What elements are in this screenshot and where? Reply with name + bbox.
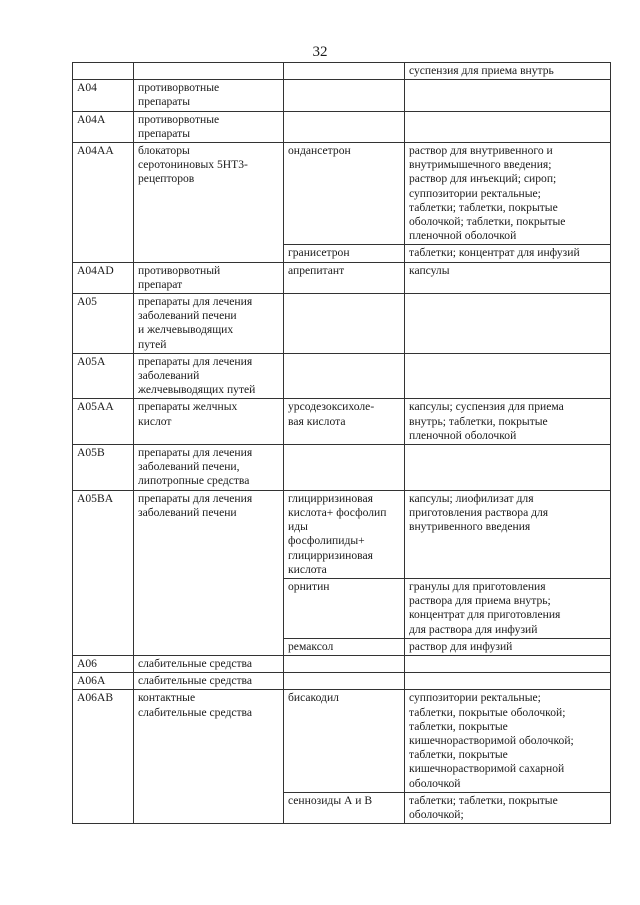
- table-row: [73, 673, 611, 690]
- atc-code-cell: A05AA: [73, 399, 134, 445]
- table-row: [73, 262, 611, 293]
- dosage-forms-cell: [405, 111, 611, 142]
- inn-cell: апрепитант: [284, 262, 405, 293]
- group-name-cell: препараты для лечения заболеваний печени и желчевыводящих путей: [134, 294, 284, 354]
- page-number: 32: [312, 44, 328, 60]
- table-row: [73, 690, 611, 792]
- inn-cell: сеннозиды А и В: [284, 792, 405, 823]
- dosage-forms-cell: [405, 80, 611, 111]
- inn-cell: ремаксол: [284, 638, 405, 655]
- inn-cell: орнитин: [284, 578, 405, 638]
- inn-cell: [284, 673, 405, 690]
- dosage-forms-cell: суспензия для приема внутрь: [405, 63, 611, 80]
- dosage-forms-cell: раствор для инфузий: [405, 638, 611, 655]
- inn-cell: [284, 111, 405, 142]
- table-row: [73, 111, 611, 142]
- atc-code-cell: A04AD: [73, 262, 134, 293]
- dosage-forms-cell: [405, 353, 611, 399]
- group-name-cell: противорвотные препараты: [134, 80, 284, 111]
- inn-cell: гранисетрон: [284, 245, 405, 262]
- group-name-cell: препараты для лечения заболеваний желчевыводящих путей: [134, 353, 284, 399]
- group-name-cell: слабительные средства: [134, 673, 284, 690]
- inn-cell: [284, 353, 405, 399]
- inn-cell: ондансетрон: [284, 143, 405, 245]
- dosage-forms-cell: капсулы; суспензия для приема внутрь; таблетки, покрытые пленочной оболочкой: [405, 399, 611, 445]
- inn-cell: [284, 294, 405, 354]
- table-row: [73, 80, 611, 111]
- inn-cell: урсодезоксихоле- вая кислота: [284, 399, 405, 445]
- table-row: [73, 655, 611, 672]
- group-name-cell: блокаторы серотониновых 5HT3- рецепторов: [134, 143, 284, 263]
- table-row: [73, 143, 611, 245]
- dosage-forms-cell: [405, 673, 611, 690]
- atc-code-cell: A05B: [73, 445, 134, 491]
- dosage-forms-cell: [405, 294, 611, 354]
- drug-table: [72, 62, 611, 824]
- table-row: [73, 63, 611, 80]
- atc-code-cell: [73, 63, 134, 80]
- atc-code-cell: A05A: [73, 353, 134, 399]
- atc-code-cell: A06AB: [73, 690, 134, 824]
- atc-code-cell: A06: [73, 655, 134, 672]
- table-row: [73, 399, 611, 445]
- atc-code-cell: A05BA: [73, 490, 134, 655]
- dosage-forms-cell: раствор для внутривенного и внутримышечного введения; раствор для инъекций; сироп; суппозитории ректальные; таблетки; таблетки, покрытые оболочкой; таблетки, покрытые пленочной оболочкой: [405, 143, 611, 245]
- atc-code-cell: A04A: [73, 111, 134, 142]
- inn-cell: [284, 655, 405, 672]
- table-row: [73, 294, 611, 354]
- atc-code-cell: A05: [73, 294, 134, 354]
- inn-cell: бисакодил: [284, 690, 405, 792]
- inn-cell: [284, 63, 405, 80]
- table-row: [73, 445, 611, 491]
- dosage-forms-cell: капсулы: [405, 262, 611, 293]
- dosage-forms-cell: капсулы; лиофилизат для приготовления раствора для внутривенного введения: [405, 490, 611, 578]
- atc-code-cell: A06A: [73, 673, 134, 690]
- dosage-forms-cell: [405, 445, 611, 491]
- group-name-cell: контактные слабительные средства: [134, 690, 284, 824]
- group-name-cell: противорвотные препараты: [134, 111, 284, 142]
- dosage-forms-cell: [405, 655, 611, 672]
- group-name-cell: препараты для лечения заболеваний печени, липотропные средства: [134, 445, 284, 491]
- dosage-forms-cell: таблетки; таблетки, покрытые оболочкой;: [405, 792, 611, 823]
- dosage-forms-cell: таблетки; концентрат для инфузий: [405, 245, 611, 262]
- group-name-cell: [134, 63, 284, 80]
- table-row: [73, 490, 611, 578]
- dosage-forms-cell: гранулы для приготовления раствора для приема внутрь; концентрат для приготовления для раствора для инфузий: [405, 578, 611, 638]
- inn-cell: глицирризиновая кислота+ фосфолип иды фосфолипиды+ глицирризиновая кислота: [284, 490, 405, 578]
- inn-cell: [284, 445, 405, 491]
- group-name-cell: препараты для лечения заболеваний печени: [134, 490, 284, 655]
- group-name-cell: противорвотный препарат: [134, 262, 284, 293]
- group-name-cell: слабительные средства: [134, 655, 284, 672]
- group-name-cell: препараты желчных кислот: [134, 399, 284, 445]
- table-row: [73, 353, 611, 399]
- atc-code-cell: A04: [73, 80, 134, 111]
- dosage-forms-cell: суппозитории ректальные; таблетки, покрытые оболочкой; таблетки, покрытые кишечнорастворимой оболочкой; таблетки, покрытые кишечнорастворимой сахарной оболочкой: [405, 690, 611, 792]
- atc-code-cell: A04AA: [73, 143, 134, 263]
- inn-cell: [284, 80, 405, 111]
